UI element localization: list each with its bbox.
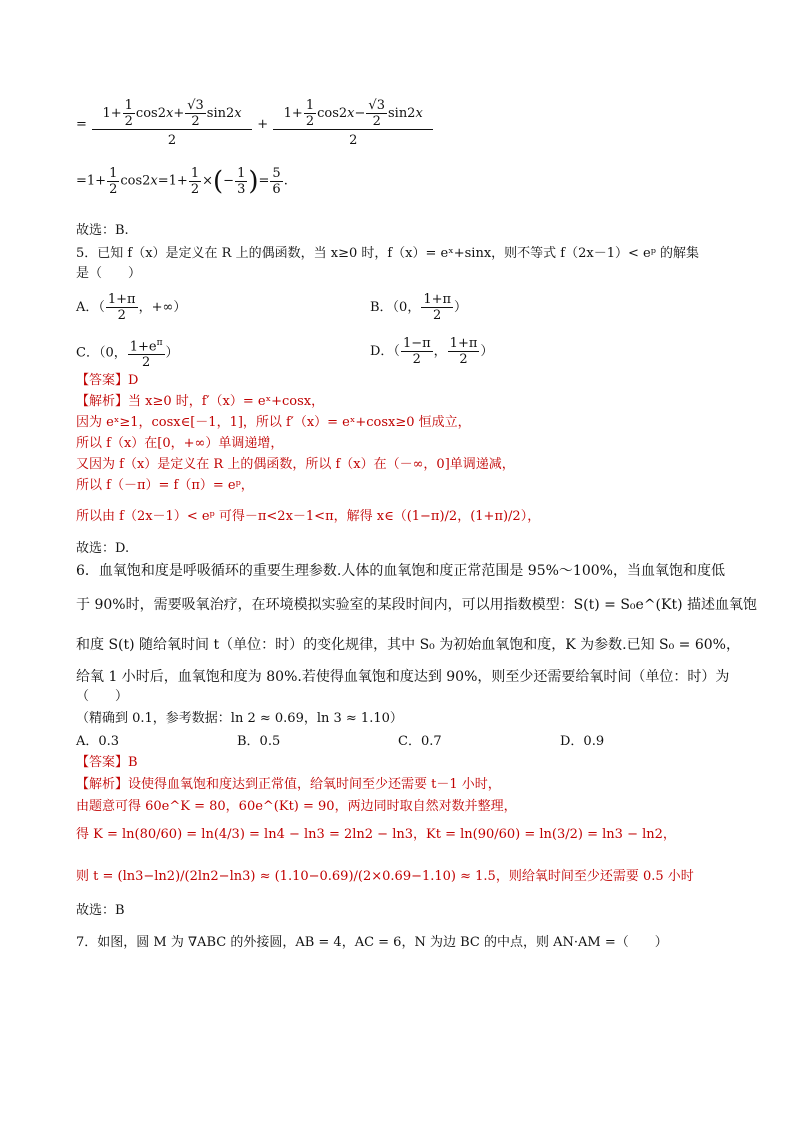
q6-analysis-2: 由题意可得 60e^K = 80，60e^(Kt) = 90，两边同时取自然对数并整理，: [76, 799, 517, 814]
q6-option-b[interactable]: B．0.5: [237, 734, 281, 749]
q5-analysis-5: 所以 f（－π）= f（π）= eᵖ，: [76, 478, 254, 493]
q5-analysis-6: 所以由 f（2x－1）< eᵖ 可得－π<2x－1<π，解得 x∈（(1−π)/2，(1+π)/2），: [76, 509, 541, 524]
fraction-right: 1+ $\frac{1}{2}$ cos2x− $\frac{√3}{2}$ sin2x 2: [273, 98, 433, 152]
q5-stem-line2: 是（ ）: [76, 266, 142, 281]
q6-option-d[interactable]: D．0.9: [560, 734, 605, 749]
q5-stem-line1: 5．已知 f（x）是定义在 R 上的偶函数，当 x≥0 时，f（x）= eˣ+sinx，则不等式 f（2x－1）< eᵖ 的解集: [76, 246, 700, 261]
top-calc-line2: =1+ $\frac{1}{2}$ cos2x=1+ $\frac{1}{2}$ ×(− $\frac{1}{3}$ )= $\frac{5}{6}$ .: [76, 166, 288, 197]
top-choose: 故选：B.: [76, 223, 129, 238]
q6-option-c[interactable]: C．0.7: [398, 734, 442, 749]
q7-stem: 7．如图，圆 M 为 ∇ABC 的外接圆，AB = 4，AC = 6，N 为边 BC 的中点，则 AN·AM =（ ）: [76, 935, 668, 950]
top-calc-line1: = 1+ $\frac{1}{2}$ cos2x+ $\frac{√3}{2}$ sin2x 2 + 1+ $\frac{1}{2}$ cos2x− $\frac{√3}{2}$ sin2x 2: [76, 98, 434, 158]
q6-stem-3: 和度 S(t) 随给氧时间 t（单位：时）的变化规律，其中 S₀ 为初始血氧饱和度，K 为参数.已知 S₀ = 60%，: [76, 637, 740, 653]
q6-stem-2: 于 90%时，需要吸氧治疗，在环境模拟实验室的某段时间内，可以用指数模型：S(t) = S₀e^(Kt) 描述血氧饱: [76, 597, 758, 613]
q5-analysis-3: 所以 f（x）在[0，+∞）单调递增，: [76, 436, 284, 451]
q6-stem-6: （精确到 0.1，参考数据：ln 2 ≈ 0.69，ln 3 ≈ 1.10）: [76, 711, 403, 726]
q5-analysis-4: 又因为 f（x）是定义在 R 上的偶函数，所以 f（x）在（－∞，0]单调递减，: [76, 457, 515, 472]
q5-option-b[interactable]: B．（0， $\frac{1+\pi}{2}$ ）: [370, 292, 468, 323]
q5-option-c[interactable]: C．（0， $\frac{1+e^\pi}{2}$ ）: [76, 338, 179, 371]
q6-analysis-1: 【解析】设使得血氧饱和度达到正常值，给氧时间至少还需要 t－1 小时，: [76, 777, 501, 792]
q6-answer: 【答案】B: [76, 755, 138, 770]
q5-choose: 故选：D.: [76, 541, 130, 556]
fraction-left: 1+ $\frac{1}{2}$ cos2x+ $\frac{√3}{2}$ sin2x 2: [92, 98, 252, 152]
q6-stem-1: 6．血氧饱和度是呼吸循环的重要生理参数.人体的血氧饱和度正常范围是 95%～100%，当血氧饱和度低: [76, 563, 725, 579]
q6-analysis-4: 则 t = (ln3−ln2)/(2ln2−ln3) ≈ (1.10−0.69)/(2×0.69−1.10) ≈ 1.5，则给氧时间至少还需要 0.5 小时: [76, 869, 694, 884]
q6-stem-4: 给氧 1 小时后，血氧饱和度为 80%.若使得血氧饱和度达到 90%，则至少还需要给氧时间（单位：时）为: [76, 669, 730, 685]
q5-answer: 【答案】D: [76, 373, 139, 388]
q5-option-d[interactable]: D．（ $\frac{1-\pi}{2}$ ， $\frac{1+\pi}{2}$ ）: [370, 336, 494, 367]
q5-analysis-2: 因为 eˣ≥1，cosx∈[－1，1]，所以 f′（x）= eˣ+cosx≥0 恒成立，: [76, 415, 471, 430]
q6-choose: 故选：B: [76, 903, 125, 918]
q5-option-a[interactable]: A．（ $\frac{1+\pi}{2}$ ，+∞）: [76, 292, 187, 323]
q5-analysis-1: 【解析】当 x≥0 时，f′（x）= eˣ+cosx，: [76, 394, 325, 409]
q6-analysis-3: 得 K = ln(80/60) = ln(4/3) = ln4 − ln3 = 2ln2 − ln3，Kt = ln(90/60) = ln(3/2) = ln3 − ln2，: [76, 827, 676, 842]
q6-stem-5: （ ）: [76, 689, 129, 704]
q6-option-a[interactable]: A．0.3: [76, 734, 120, 749]
